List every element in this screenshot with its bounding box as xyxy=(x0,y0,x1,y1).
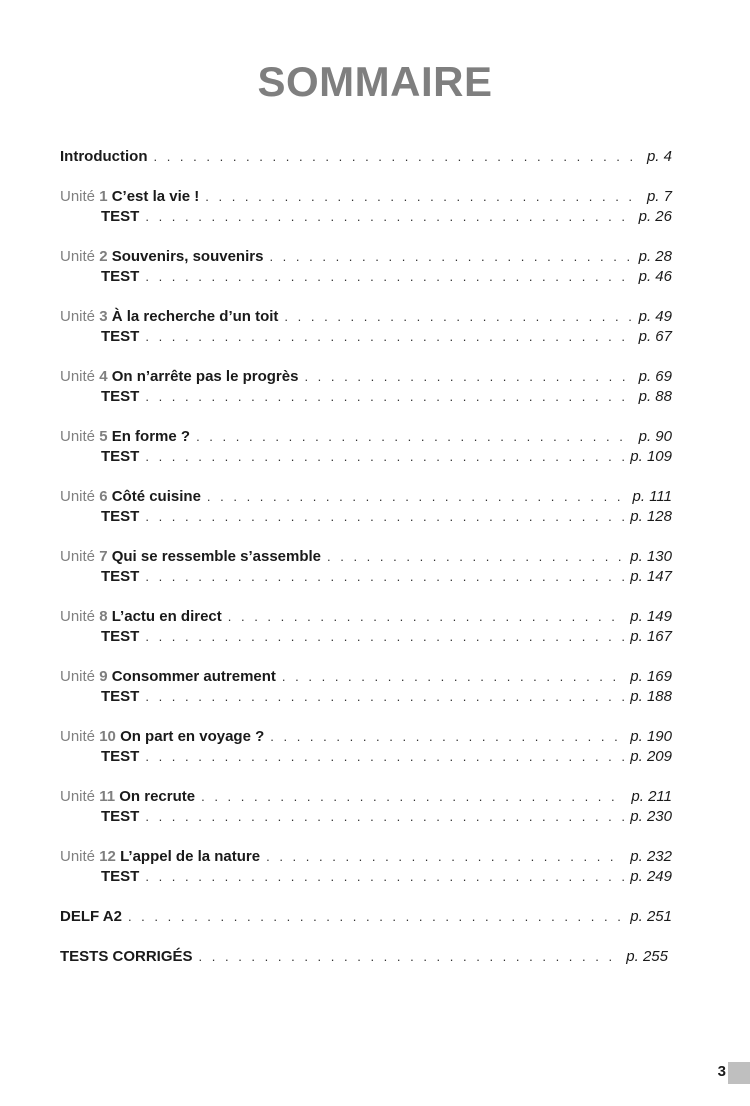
unit-page: p. 169 xyxy=(630,668,672,685)
unit-page: p. 49 xyxy=(638,308,672,325)
toc-entry-test[interactable] xyxy=(60,447,672,467)
unit-page: p. 28 xyxy=(638,248,672,265)
toc-entry-unit[interactable] xyxy=(60,427,672,447)
dot-leader xyxy=(207,487,627,507)
dot-leader xyxy=(145,327,632,347)
unit-block xyxy=(60,307,672,367)
test-page: p. 209 xyxy=(630,748,672,765)
toc-entry-test[interactable] xyxy=(60,327,672,347)
unit-word: Unité xyxy=(60,668,96,685)
test-label: TEST xyxy=(101,568,140,585)
dot-leader xyxy=(145,567,624,587)
unit-block xyxy=(60,667,672,727)
table-of-contents xyxy=(60,147,672,967)
unit-block xyxy=(60,727,672,787)
toc-entry-unit[interactable] xyxy=(60,187,672,207)
test-label: TEST xyxy=(101,688,140,705)
test-label: TEST xyxy=(101,328,140,345)
unit-word: Unité xyxy=(60,428,96,445)
entry-page: p. 255 xyxy=(626,948,668,965)
toc-entry-introduction[interactable] xyxy=(60,147,672,167)
unit-block xyxy=(60,367,672,427)
test-label: TEST xyxy=(101,208,140,225)
unit-title: Qui se ressemble s’assemble xyxy=(111,548,322,565)
unit-word: Unité xyxy=(60,848,96,865)
entry-label: DELF A2 xyxy=(60,908,122,925)
unit-number: 6 xyxy=(99,488,108,505)
unit-title: Consommer autrement xyxy=(111,668,276,685)
unit-block xyxy=(60,487,672,547)
test-page: p. 88 xyxy=(638,388,672,405)
test-page: p. 230 xyxy=(630,808,672,825)
unit-block xyxy=(60,427,672,487)
toc-entry-tests-corriges[interactable] xyxy=(60,947,668,967)
unit-number: 4 xyxy=(99,368,108,385)
toc-entry-unit[interactable] xyxy=(60,247,672,267)
toc-entry-unit[interactable] xyxy=(60,727,672,747)
toc-entry-unit[interactable] xyxy=(60,607,672,627)
unit-number: 11 xyxy=(99,788,116,805)
unit-number: 3 xyxy=(99,308,108,325)
dot-leader xyxy=(145,507,624,527)
unit-number: 1 xyxy=(99,188,108,205)
dot-leader xyxy=(201,787,625,807)
toc-entry-test[interactable] xyxy=(60,387,672,407)
unit-title: À la recherche d’un toit xyxy=(111,308,279,325)
unit-page: p. 111 xyxy=(632,488,672,505)
entry-page: p. 251 xyxy=(630,908,672,925)
test-label: TEST xyxy=(101,388,140,405)
toc-entry-test[interactable] xyxy=(60,627,672,647)
unit-title: C’est la vie ! xyxy=(111,188,200,205)
test-page: p. 147 xyxy=(630,568,672,585)
unit-word: Unité xyxy=(60,188,96,205)
test-page: p. 109 xyxy=(630,448,672,465)
dot-leader xyxy=(145,447,624,467)
test-label: TEST xyxy=(101,808,140,825)
unit-page: p. 190 xyxy=(630,728,672,745)
unit-word: Unité xyxy=(60,788,96,805)
dot-leader xyxy=(196,427,633,447)
test-label: TEST xyxy=(101,628,140,645)
entry-label: Introduction xyxy=(60,148,148,165)
unit-word: Unité xyxy=(60,728,96,745)
unit-page: p. 69 xyxy=(638,368,672,385)
toc-entry-test[interactable] xyxy=(60,867,672,887)
unit-title: Souvenirs, souvenirs xyxy=(111,248,264,265)
dot-leader xyxy=(269,247,632,267)
test-label: TEST xyxy=(101,868,140,885)
unit-page: p. 7 xyxy=(646,188,672,205)
dot-leader xyxy=(205,187,641,207)
test-page: p. 249 xyxy=(630,868,672,885)
toc-entry-test[interactable] xyxy=(60,267,672,287)
unit-block xyxy=(60,547,672,607)
unit-number: 9 xyxy=(99,668,108,685)
dot-leader xyxy=(145,807,624,827)
dot-leader xyxy=(145,627,624,647)
page-title: SOMMAIRE xyxy=(257,58,493,105)
dot-leader xyxy=(145,267,632,287)
dot-leader xyxy=(128,907,624,927)
unit-title: On part en voyage ? xyxy=(120,728,265,745)
unit-number: 2 xyxy=(99,248,108,265)
toc-entry-unit[interactable] xyxy=(60,667,672,687)
unit-title: Côté cuisine xyxy=(111,488,201,505)
unit-title: On n’arrête pas le progrès xyxy=(111,368,299,385)
dot-leader xyxy=(145,747,624,767)
toc-entry-unit[interactable] xyxy=(60,307,672,327)
toc-entry-unit[interactable] xyxy=(60,847,672,867)
toc-entry-test[interactable] xyxy=(60,567,672,587)
dot-leader xyxy=(145,207,632,227)
unit-block xyxy=(60,847,672,907)
dot-leader xyxy=(327,547,624,567)
unit-title: On recrute xyxy=(119,788,196,805)
unit-word: Unité xyxy=(60,608,96,625)
unit-word: Unité xyxy=(60,308,96,325)
unit-word: Unité xyxy=(60,488,96,505)
dot-leader xyxy=(199,947,621,967)
entry-label: TESTS CORRIGÉS xyxy=(60,948,193,965)
dot-leader xyxy=(145,387,632,407)
toc-entry-unit[interactable] xyxy=(60,487,672,507)
test-page: p. 67 xyxy=(638,328,672,345)
test-label: TEST xyxy=(101,748,140,765)
dot-leader xyxy=(153,147,640,167)
unit-title: L’appel de la nature xyxy=(120,848,261,865)
toc-entry-test[interactable] xyxy=(60,807,672,827)
test-page: p. 167 xyxy=(630,628,672,645)
unit-block xyxy=(60,187,672,247)
unit-number: 5 xyxy=(99,428,108,445)
unit-page: p. 211 xyxy=(631,788,672,805)
dot-leader xyxy=(145,687,624,707)
unit-word: Unité xyxy=(60,548,96,565)
page-number: 3 xyxy=(717,1063,726,1080)
test-label: TEST xyxy=(101,508,140,525)
toc-entry-unit[interactable] xyxy=(60,547,672,567)
unit-number: 12 xyxy=(99,848,116,865)
dot-leader xyxy=(304,367,632,387)
unit-number: 7 xyxy=(99,548,108,565)
unit-number: 10 xyxy=(99,728,116,745)
test-page: p. 26 xyxy=(638,208,672,225)
unit-block xyxy=(60,607,672,667)
toc-entry-unit[interactable] xyxy=(60,787,672,807)
toc-entry-test[interactable] xyxy=(60,687,672,707)
unit-block xyxy=(60,247,672,307)
unit-block xyxy=(60,787,672,847)
unit-title: En forme ? xyxy=(111,428,191,445)
entry-page: p. 4 xyxy=(646,148,672,165)
test-label: TEST xyxy=(101,448,140,465)
toc-entry-delf[interactable] xyxy=(60,907,672,927)
toc-entry-test[interactable] xyxy=(60,747,672,767)
toc-entry-unit[interactable] xyxy=(60,367,672,387)
dot-leader xyxy=(266,847,624,867)
test-page: p. 188 xyxy=(630,688,672,705)
dot-leader xyxy=(270,727,624,747)
unit-word: Unité xyxy=(60,248,96,265)
unit-page: p. 149 xyxy=(630,608,672,625)
unit-title: L’actu en direct xyxy=(111,608,222,625)
toc-entry-test[interactable] xyxy=(60,207,672,227)
test-label: TEST xyxy=(101,268,140,285)
page-number-tab xyxy=(728,1062,750,1084)
unit-page: p. 90 xyxy=(638,428,672,445)
dot-leader xyxy=(284,307,632,327)
unit-page: p. 232 xyxy=(630,848,672,865)
test-page: p. 128 xyxy=(630,508,672,525)
toc-entry-test[interactable] xyxy=(60,507,672,527)
unit-page: p. 130 xyxy=(630,548,672,565)
test-page: p. 46 xyxy=(638,268,672,285)
dot-leader xyxy=(282,667,624,687)
unit-word: Unité xyxy=(60,368,96,385)
units-list xyxy=(60,187,672,907)
unit-number: 8 xyxy=(99,608,108,625)
dot-leader xyxy=(145,867,624,887)
dot-leader xyxy=(228,607,625,627)
